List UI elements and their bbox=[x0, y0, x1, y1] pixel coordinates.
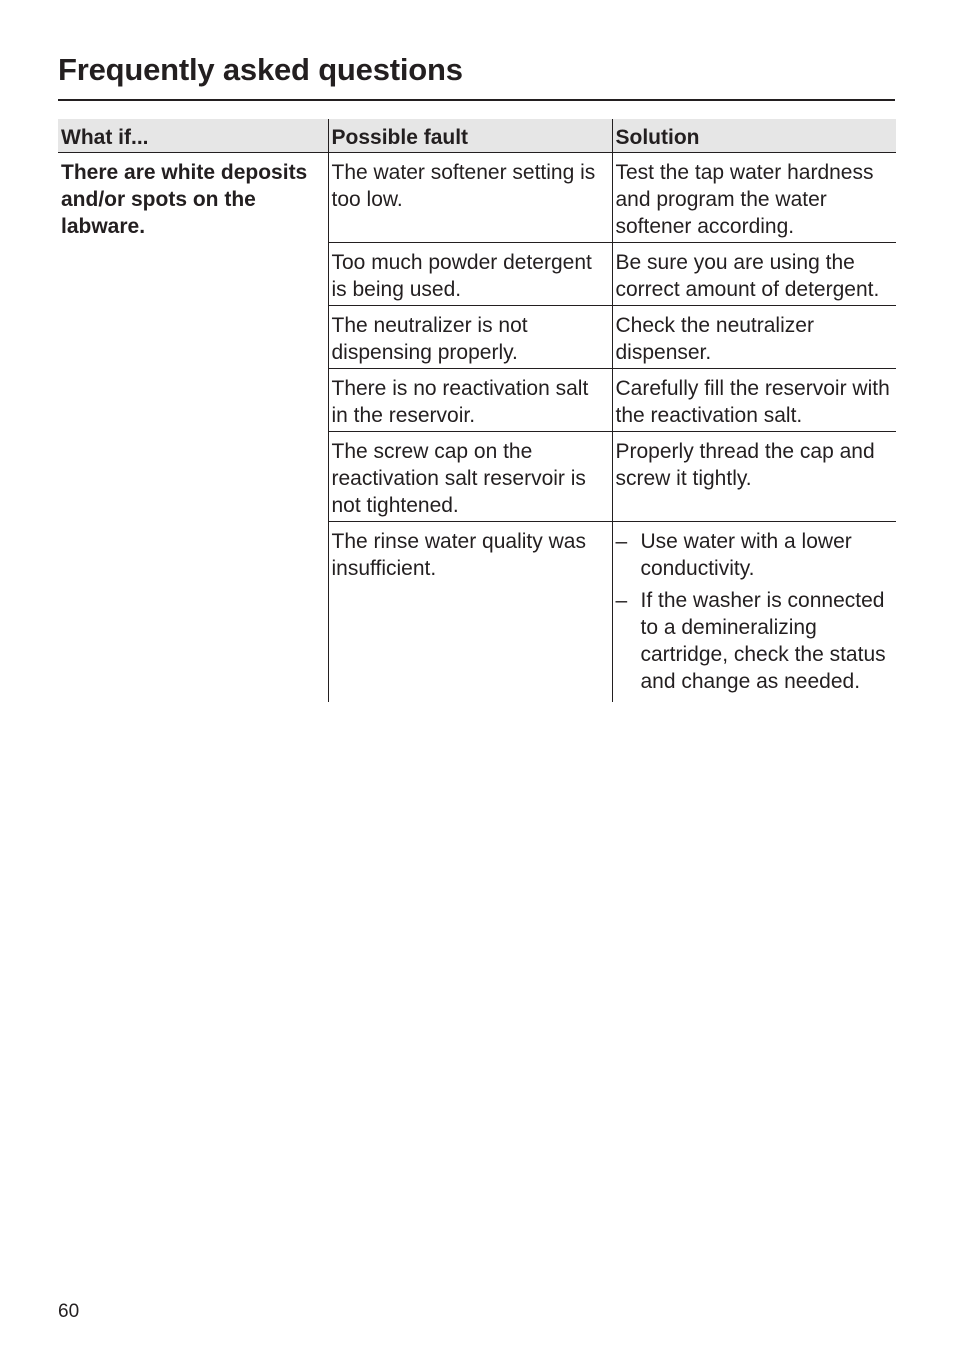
solution-cell: Properly thread the cap and screw it tightly. bbox=[612, 432, 896, 522]
list-item bbox=[616, 587, 894, 695]
solution-cell: Test the tap water hardness and program the water softener according. bbox=[612, 153, 896, 243]
fault-cell: The rinse water quality was insufficient. bbox=[328, 522, 612, 703]
bullet-text: If the washer is connected to a demineralizing cartridge, check the status and change as needed. bbox=[640, 589, 886, 693]
faq-table bbox=[58, 119, 896, 702]
table-row bbox=[58, 153, 896, 243]
header-possible-fault: Possible fault bbox=[328, 119, 612, 153]
header-what-if: What if... bbox=[58, 119, 328, 153]
dash-bullet: – bbox=[615, 589, 628, 612]
header-solution: Solution bbox=[612, 119, 896, 153]
fault-cell: Too much powder detergent is being used. bbox=[328, 243, 612, 306]
fault-cell: There is no reactivation salt in the reservoir. bbox=[328, 369, 612, 432]
fault-cell: The neutralizer is not dispensing properly. bbox=[328, 306, 612, 369]
solution-bullet-list bbox=[616, 528, 894, 695]
page-number: 60 bbox=[58, 1301, 80, 1322]
table-header-row bbox=[58, 119, 896, 153]
list-item bbox=[616, 528, 894, 582]
dash-bullet: – bbox=[615, 530, 628, 553]
solution-cell: Carefully fill the reservoir with the reactivation salt. bbox=[612, 369, 896, 432]
page-title: Frequently asked questions bbox=[58, 52, 463, 87]
what-if-cell: There are white deposits and/or spots on the labware. bbox=[61, 161, 308, 238]
title-divider bbox=[58, 99, 895, 101]
solution-cell bbox=[612, 522, 896, 703]
solution-cell: Check the neutralizer dispenser. bbox=[612, 306, 896, 369]
solution-cell: Be sure you are using the correct amount of detergent. bbox=[612, 243, 896, 306]
bullet-text: Use water with a lower conductivity. bbox=[640, 530, 852, 580]
fault-cell: The water softener setting is too low. bbox=[328, 153, 612, 243]
fault-cell: The screw cap on the reactivation salt reservoir is not tightened. bbox=[328, 432, 612, 522]
